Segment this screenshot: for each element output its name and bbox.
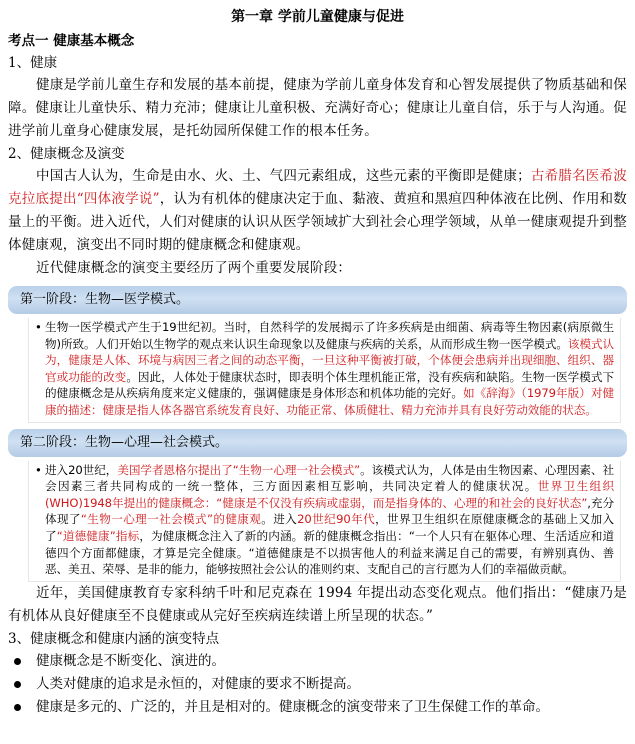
text-run: ，认为有机体的健康决定于血、黏液、黄疸和黑疸四种体液在比例、作用和数量上的平衡。进入近代，人们对健康的认识从医学领域扩大到社会心理学领域，从单一健康观提升到整体健康观，演变出不同时期的健康概念和健康观。: [8, 191, 628, 253]
chapter-title: 第一章 学前儿童健康与促进: [231, 9, 404, 25]
text-run: 。因此，人体处于健康状态时，即表明个体生理机能正常，没有疾病和缺陷。生物一医学模式下的健康概念是从疾病角度来定义健康的，强调健康是身体形态和机体功能的完好。: [45, 369, 614, 401]
highlight-text: “道德健康”指标: [56, 528, 140, 543]
section-2-tail-paragraph: 近年，美国健康教育专家科纳千叶和尼克森在 1994 年提出动态变化观点。他们指出：“健康乃是有机体从良好健康至不良健康或从完好至疾病连续谱上所呈现的状态。”: [8, 584, 627, 624]
list-item-text: 健康是多元的、广泛的，并且是相对的。健康概念的演变带来了卫生保健工作的革命。: [36, 698, 549, 715]
section-3-heading: 3、健康概念和健康内涵的演变特点: [8, 630, 220, 647]
highlight-text: “生物一心理一社会模式”的健康观: [80, 512, 262, 527]
stage-2-content: [28, 461, 621, 582]
list-item-text: 人类对健康的追求是永恒的，对健康的要求不断提高。: [36, 675, 360, 692]
section-2-heading: 2、健康概念及演变: [8, 146, 125, 162]
text-run: ,充分体现了: [45, 495, 615, 527]
text-run: ，为健康概念注入了新的内涵。新的健康概念指出：“一个人只有在躯体心理、生活适应和道德四个方面都健康，才算是完全健康。“道德健康是不以损害他人的利益来满足自己的需要，有辨别真伪、善恶、美丑、荣辱、是非的能力，能够按照社会公认的准则约束、支配自己的言行愿为人们的幸福做贡献。: [45, 528, 615, 577]
stage-1-banner: 第一阶段：生物—医学模式。: [8, 286, 627, 314]
bullet-dot-icon: [8, 673, 36, 696]
list-item: [8, 673, 627, 696]
section-1-paragraph: 健康是学前儿童生存和发展的基本前提，健康为学前儿童身体发育和心智发展提供了物质基础和保障。健康让儿童快乐、精力充沛；健康让儿童积极、充满好奇心；健康让儿童自信，乐于与人沟通。促进学前儿童身心健康发展，是托幼园所保健工作的根本任务。: [8, 77, 627, 139]
stage-2-banner: 第二阶段：生物—心理—社会模式。: [8, 429, 627, 457]
text-run: 。该模式认为，人体是由生物因素、心理因素、社会因素三者共同构成的一统一整体，三方面因素相互影响，共同决定着人的健康状况。: [45, 462, 614, 494]
section-2-paragraph-2: 近代健康概念的演变主要经历了两个重要发展阶段：: [36, 260, 352, 276]
highlight-text: 美国学者恩格尔提出了“生物一心理一社会模式”: [117, 462, 361, 477]
highlight-text: 该模式认为，健康是人体、环境与病因三者之间的动态平衡，一旦这种平衡被打破，个体便会患病并出现细胞、组织、器官或功能的改变: [45, 336, 614, 384]
text-run: 生物一医学模式产生于19世纪初。当时，自然科学的发展揭示了许多疾病是由细菌、病毒等生物因素(病原微生物)所致。人们开始以生物学的观点来认识生命现象以及健康与疾病的关系，从而形成生物一医学模式。: [45, 320, 614, 351]
list-item-text: 健康概念是不断变化、演进的。: [36, 652, 225, 669]
point-title: 考点一 健康基本概念: [8, 33, 135, 49]
text-run: ，世界卫生组织在原健康概念的基础上又加入了: [45, 512, 614, 543]
stage-1-bullet: [35, 319, 614, 419]
stage-2-bullet: [35, 462, 614, 578]
text-run: 。进入: [261, 512, 298, 527]
list-item: [8, 696, 627, 719]
stage-1-content: [28, 318, 621, 423]
text-run: 进入20世纪，: [45, 462, 118, 477]
highlight-text: 世界卫生组织(WHO)1948年提出的健康概念：“健康是不仅没有疾病或虚弱，而是指身体的、心理的和社会的良好状态”: [45, 479, 614, 510]
section-2-paragraph-1: [8, 165, 627, 257]
text-run: 中国古人认为，生命是由水、火、土、气四元素组成，这些元素的平衡即是健康；: [36, 168, 531, 184]
bullet-dot-icon: [8, 650, 36, 673]
section-1-heading: 1、健康: [8, 55, 58, 71]
highlight-text: 20世纪90年代: [297, 512, 376, 527]
list-item: [8, 650, 627, 673]
bullet-dot-icon: [8, 696, 36, 719]
highlight-text: 古希腊名医希波克拉底提出“四体液学说”: [8, 168, 627, 207]
highlight-text: 如《辞海》（1979年版）对健康的描述：健康是指人体各器官系统发育良好、功能正常、体质健壮、精力充沛并具有良好劳动效能的状态。: [45, 386, 614, 417]
